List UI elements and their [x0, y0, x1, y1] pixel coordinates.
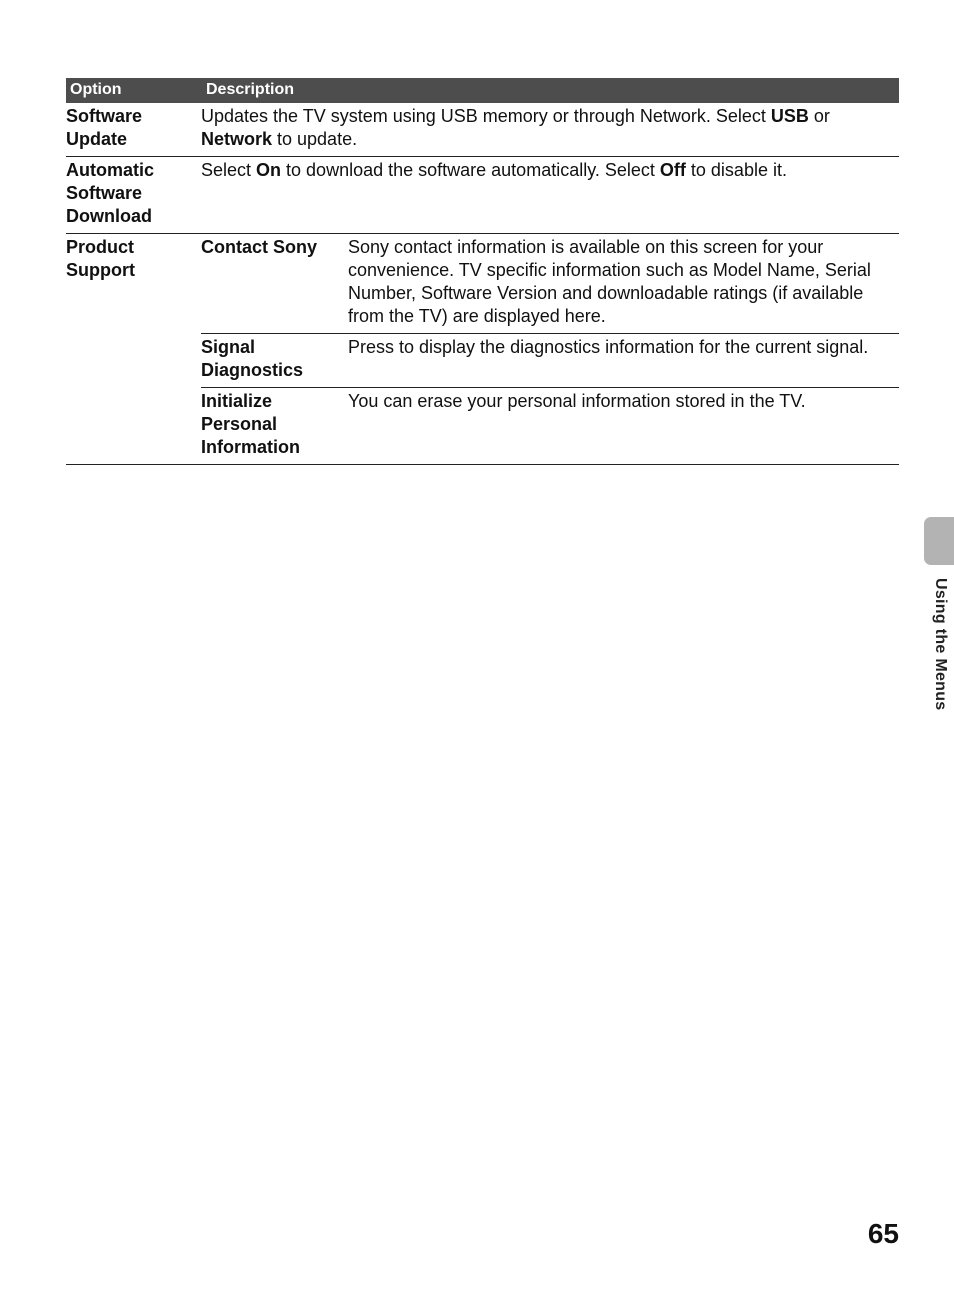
suboption-contact-sony: Contact Sony: [201, 234, 348, 334]
page-number: 65: [867, 1218, 899, 1249]
option-product-support: Product Support: [66, 234, 201, 465]
section-label: Using the Menus: [932, 578, 949, 711]
header-description: Description: [201, 78, 899, 103]
option-automatic-software-download: Automatic Software Download: [66, 157, 201, 234]
description-signal-diagnostics: Press to display the diagnostics information for the current signal.: [348, 334, 899, 388]
section-tab: [924, 517, 954, 565]
table-row: [66, 103, 899, 157]
header-option: Option: [66, 78, 201, 103]
suboption-signal-diagnostics: Signal Diagnostics: [201, 334, 348, 388]
description-initialize-personal-information: You can erase your personal information stored in the TV.: [348, 388, 899, 465]
settings-table: [66, 78, 899, 465]
suboption-initialize-personal-information: Initialize Personal Information: [201, 388, 348, 465]
table-row: [66, 157, 899, 234]
option-software-update: Software Update: [66, 103, 201, 157]
description-contact-sony: Sony contact information is available on this screen for your convenience. TV specific information such as Model Name, Serial Number, Software Version and downloadable ratings (if available from the TV) are displayed here.: [348, 234, 899, 334]
table-row: [66, 234, 899, 334]
table-header: [66, 78, 899, 103]
description-automatic-software-download: Select On to download the software automatically. Select Off to disable it.: [201, 157, 899, 234]
description-software-update: Updates the TV system using USB memory or through Network. Select USB or Network to update.: [201, 103, 899, 157]
